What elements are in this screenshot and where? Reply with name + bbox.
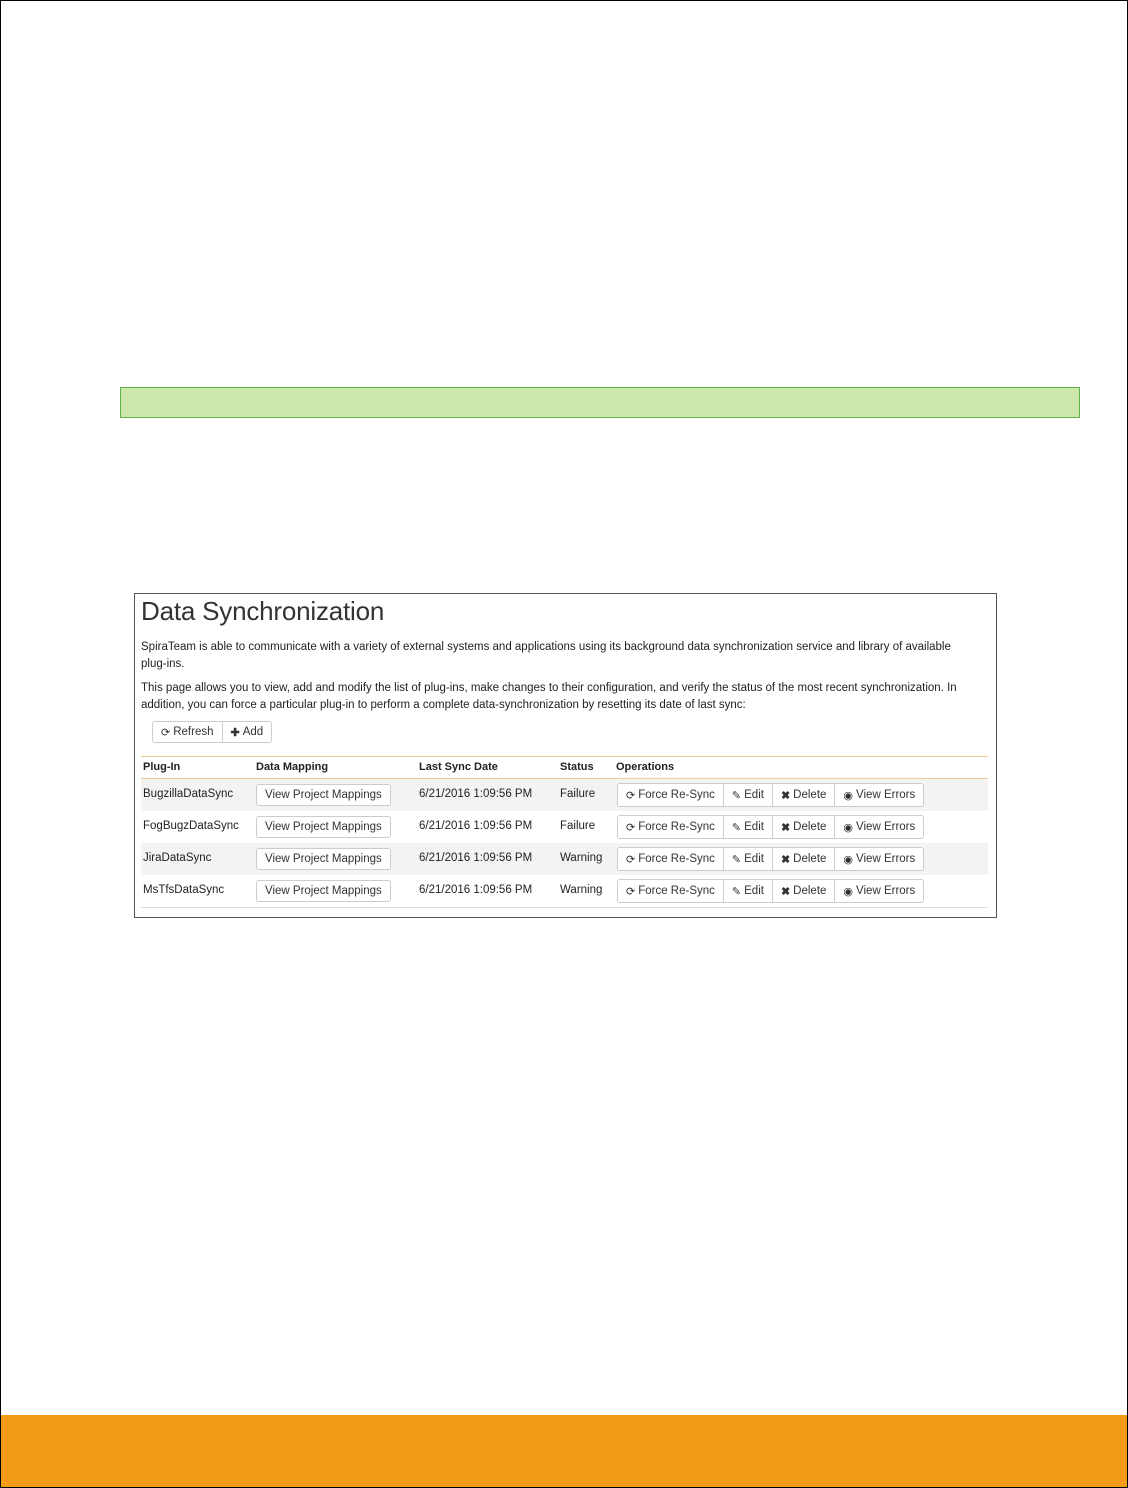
last-sync-date: 6/21/2016 1:09:56 PM [419, 884, 533, 896]
column-header-operations: Operations [616, 761, 675, 773]
grid-bottom-divider [141, 907, 988, 908]
refresh-icon: ⟳ [626, 821, 636, 834]
view-errors-button[interactable] [835, 815, 924, 839]
plus-icon: ✚ [230, 726, 240, 739]
plugin-name: BugzillaDataSync [143, 788, 234, 800]
grid-header [141, 757, 988, 779]
force-resync-button[interactable] [617, 783, 724, 807]
view-errors-label: View Errors [856, 821, 916, 833]
column-header-last-sync-date: Last Sync Date [419, 761, 498, 773]
green-highlight-bar [120, 387, 1080, 418]
operations-group [617, 879, 924, 903]
force-resync-label: Force Re-Sync [638, 853, 715, 865]
intro-paragraph-2: This page allows you to view, add and modify the list of plug-ins, make changes to their configuration, and verify the status of the most recent synchronization. In addition, you can force a particular plug-in to perform a complete data-synchronization by resetting its date of last sync: [141, 682, 957, 711]
table-row [141, 875, 988, 907]
delete-icon: ✖ [780, 885, 791, 898]
operations-group [617, 847, 924, 871]
edit-icon: ✎ [731, 789, 742, 802]
delete-button[interactable] [773, 879, 835, 903]
edit-label: Edit [744, 789, 764, 801]
view-errors-label: View Errors [856, 885, 916, 897]
plugin-name: MsTfsDataSync [143, 884, 225, 896]
last-sync-date: 6/21/2016 1:09:56 PM [419, 788, 533, 800]
status-value: Failure [560, 788, 596, 800]
view-project-mappings-button[interactable]: View Project Mappings [256, 848, 391, 870]
column-header-data-mapping: Data Mapping [256, 761, 329, 773]
force-resync-button[interactable] [617, 815, 724, 839]
delete-button[interactable] [773, 847, 835, 871]
column-header-plugin: Plug-In [143, 761, 181, 773]
force-resync-button[interactable] [617, 847, 724, 871]
data-synchronization-screenshot [134, 593, 997, 918]
delete-icon: ✖ [780, 853, 791, 866]
refresh-label: Refresh [173, 726, 214, 738]
view-project-mappings-button[interactable]: View Project Mappings [256, 880, 391, 902]
table-row [141, 811, 988, 843]
edit-button[interactable] [724, 879, 773, 903]
table-row [141, 779, 988, 811]
force-resync-button[interactable] [617, 879, 724, 903]
edit-icon: ✎ [731, 853, 742, 866]
refresh-icon: ⟳ [626, 885, 636, 898]
delete-label: Delete [793, 853, 827, 865]
status-value: Warning [560, 852, 603, 864]
view-errors-button[interactable] [835, 847, 924, 871]
refresh-button[interactable] [152, 721, 223, 743]
eye-icon: ◉ [843, 789, 854, 802]
status-value: Failure [560, 820, 596, 832]
view-errors-button[interactable] [835, 783, 924, 807]
force-resync-label: Force Re-Sync [638, 885, 715, 897]
delete-button[interactable] [773, 815, 835, 839]
operations-group [617, 815, 924, 839]
edit-button[interactable] [724, 783, 773, 807]
column-header-status: Status [560, 761, 594, 773]
last-sync-date: 6/21/2016 1:09:56 PM [419, 852, 533, 864]
edit-icon: ✎ [731, 821, 742, 834]
edit-label: Edit [744, 853, 764, 865]
force-resync-label: Force Re-Sync [638, 821, 715, 833]
refresh-icon: ⟳ [626, 853, 636, 866]
refresh-icon: ⟳ [161, 726, 171, 739]
delete-label: Delete [793, 821, 827, 833]
status-value: Warning [560, 884, 603, 896]
view-project-mappings-button[interactable]: View Project Mappings [256, 816, 391, 838]
delete-label: Delete [793, 789, 827, 801]
force-resync-label: Force Re-Sync [638, 789, 715, 801]
eye-icon: ◉ [843, 853, 854, 866]
toolbar [152, 721, 272, 743]
last-sync-date: 6/21/2016 1:09:56 PM [419, 820, 533, 832]
edit-label: Edit [744, 821, 764, 833]
plugin-name: FogBugzDataSync [143, 820, 239, 832]
add-button[interactable] [223, 721, 273, 743]
edit-button[interactable] [724, 847, 773, 871]
footer-bar [1, 1415, 1127, 1487]
eye-icon: ◉ [843, 821, 854, 834]
view-errors-label: View Errors [856, 789, 916, 801]
page-title: Data Synchronization [141, 596, 385, 626]
add-label: Add [242, 726, 264, 738]
delete-icon: ✖ [780, 821, 791, 834]
table-row [141, 843, 988, 875]
view-project-mappings-button[interactable]: View Project Mappings [256, 784, 391, 806]
view-errors-label: View Errors [856, 853, 916, 865]
edit-button[interactable] [724, 815, 773, 839]
intro-paragraph-1: SpiraTeam is able to communicate with a variety of external systems and applications using its background data synchronization service and library of available plug-ins. [141, 641, 951, 670]
edit-label: Edit [744, 885, 764, 897]
plugin-name: JiraDataSync [143, 852, 212, 864]
delete-label: Delete [793, 885, 827, 897]
refresh-icon: ⟳ [626, 789, 636, 802]
plugins-grid [141, 756, 988, 908]
edit-icon: ✎ [731, 885, 742, 898]
delete-button[interactable] [773, 783, 835, 807]
eye-icon: ◉ [843, 885, 854, 898]
operations-group [617, 783, 924, 807]
view-errors-button[interactable] [835, 879, 924, 903]
delete-icon: ✖ [780, 789, 791, 802]
